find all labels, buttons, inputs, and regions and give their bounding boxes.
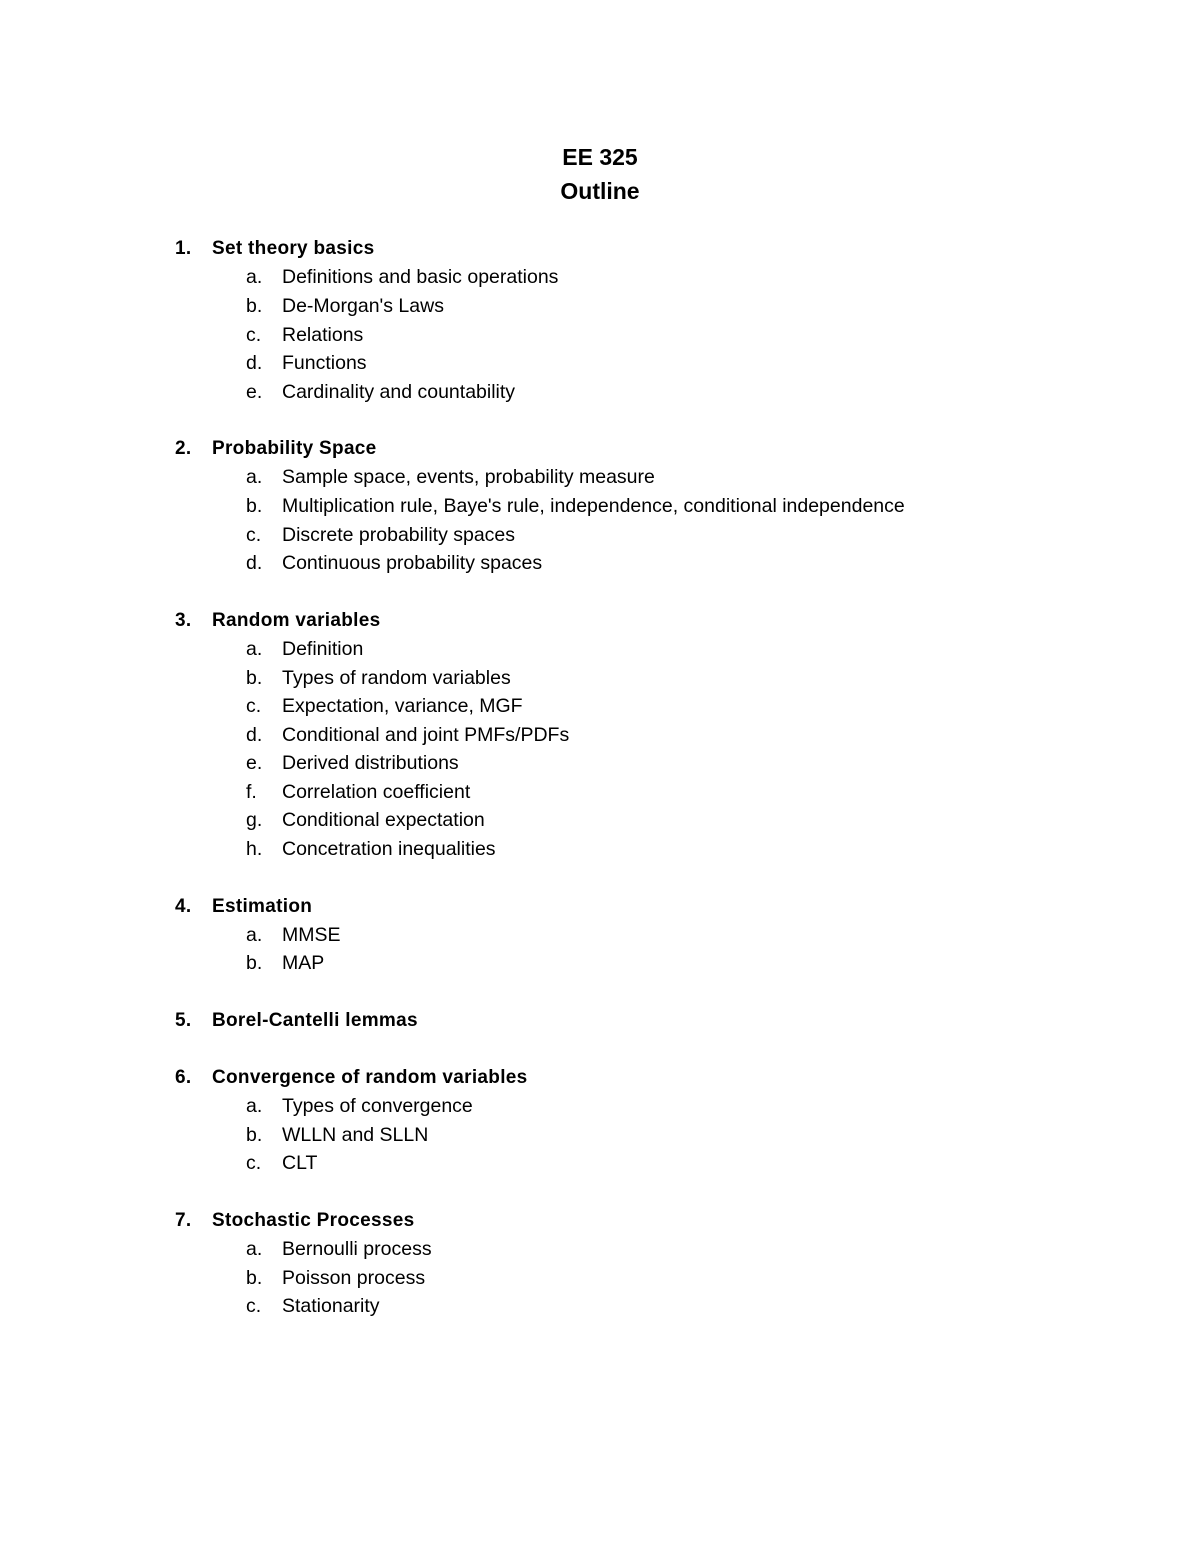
list-item xyxy=(175,549,1075,578)
outline-list xyxy=(175,235,1075,1350)
section-number: 3. xyxy=(175,609,192,631)
list-item xyxy=(175,1292,1075,1321)
item-letter: c. xyxy=(246,323,262,346)
outline-section xyxy=(175,1207,1075,1321)
item-text: Expectation, variance, MGF xyxy=(282,695,523,718)
list-item xyxy=(175,349,1075,378)
section-title: Stochastic Processes xyxy=(212,1209,415,1231)
list-item xyxy=(175,1121,1075,1150)
outline-section xyxy=(175,892,1075,978)
section-title: Random variables xyxy=(212,609,381,631)
list-item xyxy=(175,464,1075,493)
item-text: Concetration inequalities xyxy=(282,838,496,861)
section-number: 4. xyxy=(175,895,192,917)
list-item xyxy=(175,692,1075,721)
item-text: Types of random variables xyxy=(282,666,511,689)
item-text: Poisson process xyxy=(282,1266,426,1289)
section-number: 7. xyxy=(175,1209,192,1231)
item-text: Sample space, events, probability measure xyxy=(282,466,655,489)
item-letter: a. xyxy=(246,266,263,289)
outline-section xyxy=(175,1007,1075,1036)
item-text: MAP xyxy=(282,952,325,975)
list-item xyxy=(175,1150,1075,1179)
title-block xyxy=(0,140,1200,208)
list-item xyxy=(175,721,1075,750)
item-text: MMSE xyxy=(282,923,341,946)
item-letter: c. xyxy=(246,523,262,546)
item-text: Discrete probability spaces xyxy=(282,523,516,546)
outline-section xyxy=(175,435,1075,578)
item-letter: b. xyxy=(246,1123,263,1146)
subitem-list xyxy=(175,1235,1075,1321)
item-text: De-Morgan's Laws xyxy=(282,294,444,317)
item-text: Cardinality and countability xyxy=(282,380,516,403)
item-letter: b. xyxy=(246,666,263,689)
list-item xyxy=(175,492,1075,521)
item-text: Derived distributions xyxy=(282,752,459,775)
subitem-list xyxy=(175,921,1075,978)
subitem-list xyxy=(175,635,1075,864)
item-letter: b. xyxy=(246,1266,263,1289)
document-subtitle: Outline xyxy=(560,178,640,204)
item-letter: h. xyxy=(246,838,263,861)
item-letter: a. xyxy=(246,466,263,489)
item-letter: f. xyxy=(246,780,257,803)
section-heading xyxy=(175,1064,1075,1093)
section-heading xyxy=(175,1007,1075,1036)
list-item xyxy=(175,321,1075,350)
list-item xyxy=(175,750,1075,779)
item-letter: b. xyxy=(246,952,263,975)
subitem-list xyxy=(175,1092,1075,1178)
list-item xyxy=(175,807,1075,836)
list-item xyxy=(175,292,1075,321)
item-text: WLLN and SLLN xyxy=(282,1123,429,1146)
item-letter: e. xyxy=(246,752,263,775)
item-text: Bernoulli process xyxy=(282,1238,432,1261)
item-letter: d. xyxy=(246,723,263,746)
item-text: Types of convergence xyxy=(282,1095,473,1118)
outline-section xyxy=(175,1064,1075,1178)
item-text: Multiplication rule, Baye's rule, independence, conditional independence xyxy=(282,495,905,518)
section-title: Probability Space xyxy=(212,438,377,460)
item-letter: d. xyxy=(246,352,263,375)
outline-section xyxy=(175,607,1075,864)
item-letter: b. xyxy=(246,495,263,518)
section-title: Set theory basics xyxy=(212,238,375,260)
list-item xyxy=(175,664,1075,693)
list-item xyxy=(175,521,1075,550)
item-text: Relations xyxy=(282,323,364,346)
item-text: Definitions and basic operations xyxy=(282,266,559,289)
item-letter: b. xyxy=(246,294,263,317)
item-text: Conditional and joint PMFs/PDFs xyxy=(282,723,570,746)
list-item xyxy=(175,635,1075,664)
outline-section xyxy=(175,235,1075,407)
item-letter: c. xyxy=(246,1152,262,1175)
course-title: EE 325 xyxy=(562,144,638,170)
list-item xyxy=(175,264,1075,293)
item-text: Stationarity xyxy=(282,1295,380,1318)
section-title: Convergence of random variables xyxy=(212,1067,528,1089)
list-item xyxy=(175,1092,1075,1121)
section-number: 1. xyxy=(175,238,192,260)
item-letter: a. xyxy=(246,637,263,660)
section-number: 5. xyxy=(175,1009,192,1031)
item-letter: d. xyxy=(246,552,263,575)
item-letter: a. xyxy=(246,1238,263,1261)
section-heading xyxy=(175,607,1075,636)
section-heading xyxy=(175,1207,1075,1236)
list-item xyxy=(175,950,1075,979)
item-text: Conditional expectation xyxy=(282,809,485,832)
item-text: CLT xyxy=(282,1152,318,1175)
section-title: Borel-Cantelli lemmas xyxy=(212,1009,418,1031)
section-heading xyxy=(175,892,1075,921)
item-letter: g. xyxy=(246,809,263,832)
item-text: Definition xyxy=(282,637,364,660)
subitem-list xyxy=(175,264,1075,407)
item-letter: c. xyxy=(246,1295,262,1318)
item-letter: a. xyxy=(246,923,263,946)
section-number: 6. xyxy=(175,1067,192,1089)
list-item xyxy=(175,1264,1075,1293)
item-letter: e. xyxy=(246,380,263,403)
list-item xyxy=(175,921,1075,950)
list-item xyxy=(175,378,1075,407)
section-heading xyxy=(175,435,1075,464)
list-item xyxy=(175,1235,1075,1264)
subitem-list xyxy=(175,464,1075,578)
item-text: Correlation coefficient xyxy=(282,780,471,803)
item-letter: a. xyxy=(246,1095,263,1118)
list-item xyxy=(175,835,1075,864)
item-text: Continuous probability spaces xyxy=(282,552,543,575)
item-text: Functions xyxy=(282,352,367,375)
item-letter: c. xyxy=(246,695,262,718)
section-title: Estimation xyxy=(212,895,313,917)
section-number: 2. xyxy=(175,438,192,460)
section-heading xyxy=(175,235,1075,264)
list-item xyxy=(175,778,1075,807)
